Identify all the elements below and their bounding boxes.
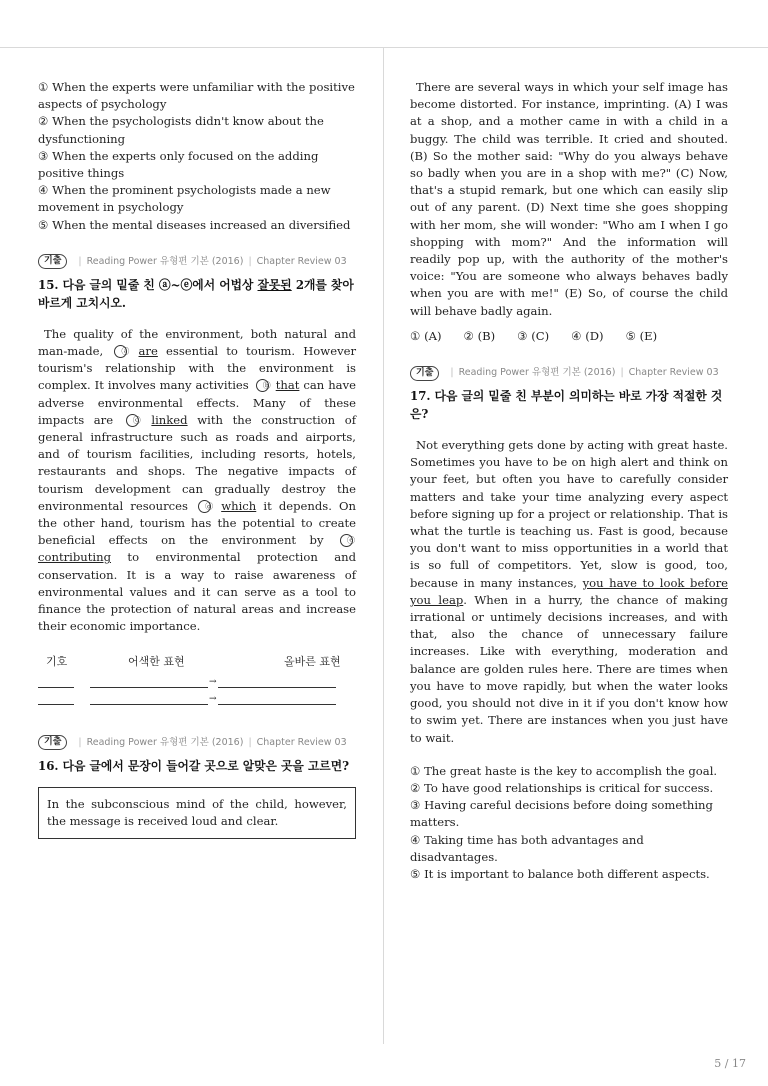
option-4: ④ When the prominent psychologists made a new movement in psychology bbox=[38, 183, 331, 215]
q15-title: 15. 다음 글의 밑줄 친 ⓐ~ⓔ에서 어법상 잘못된 2개를 찾아 바르게 고치시오. bbox=[38, 277, 354, 310]
q16-source: 기출 | Reading Power 유형편 기본 (2016) | Chapter Review 03 bbox=[38, 735, 356, 751]
page-number: 5 / 17 bbox=[714, 1057, 746, 1070]
prev-question-options bbox=[38, 79, 356, 234]
option-3: ③ When the experts only focused on the adding positive things bbox=[38, 148, 319, 181]
source-label: Reading Power 유형편 기본 (2016) bbox=[458, 367, 616, 379]
past-exam-badge: 기출 bbox=[38, 735, 67, 750]
q15-block bbox=[38, 254, 356, 705]
q16-choices bbox=[410, 328, 728, 345]
source-label: Reading Power 유형편 기본 (2016) bbox=[86, 256, 244, 268]
chapter-label: Chapter Review 03 bbox=[256, 737, 347, 749]
header-rule bbox=[0, 47, 768, 48]
col-symbol: 기호 bbox=[46, 655, 68, 669]
underlined-phrase: you have to look before you leap bbox=[410, 575, 728, 607]
option-2[interactable]: ② To have good relationships is critical for success. bbox=[410, 780, 714, 795]
option-5[interactable]: ⑤ It is important to balance both different aspects. bbox=[410, 866, 710, 881]
col-wrong: 어색한 표현 bbox=[128, 655, 185, 669]
option-1[interactable]: ① The great haste is the key to accomplish the goal. bbox=[410, 763, 718, 778]
past-exam-badge: 기출 bbox=[410, 366, 439, 381]
column-divider bbox=[383, 48, 384, 1044]
option-2: ② When the psychologists didn't know about the dysfunctioning bbox=[38, 114, 324, 146]
chapter-label: Chapter Review 03 bbox=[628, 367, 719, 379]
choice-b[interactable]: ② (B) bbox=[463, 328, 496, 343]
q15-passage: The quality of the environment, both natural and man-made, ⓐ are essential to tourism. However tourism's relationship with the environment is complex. It involves many activities ⓑ that can have adverse environmental effects. Many of these impacts are ⓒ linked with the construction of general infrastructure such as roads and airports, and of tourism facilities, including resorts, hotels, restaurants and shops. The negative impacts of tourism development can gradually destroy the environmental resources ⓓ which it depends. On the other hand, tourism has the potential to create beneficial effects on the environment by ⓔ contributing to environmental protection and conservation. It is a way to raise awareness of environmental values and it can serve as a tool to finance the protection of natural areas and increase their economic importance. bbox=[38, 326, 357, 634]
q16-title: 16. 다음 글에서 문장이 들어갈 곳으로 알맞은 곳을 고르면? bbox=[38, 758, 350, 773]
option-5: ⑤ When the mental diseases increased an diversified bbox=[38, 217, 351, 232]
chapter-label: Chapter Review 03 bbox=[256, 256, 347, 268]
choice-d[interactable]: ④ (D) bbox=[571, 328, 604, 343]
col-right: 올바른 표현 bbox=[284, 655, 341, 669]
option-1: ① When the experts were unfamiliar with the positive aspects of psychology bbox=[38, 80, 355, 112]
left-column bbox=[38, 79, 356, 839]
source-label: Reading Power 유형편 기본 (2016) bbox=[86, 737, 244, 749]
q17-source: 기출 | Reading Power 유형편 기본 (2016) | Chapter Review 03 bbox=[410, 365, 728, 381]
q16-given-sentence-box: In the subconscious mind of the child, however, the message is received loud and clear. bbox=[38, 787, 356, 839]
q17-options bbox=[410, 763, 728, 883]
choice-e[interactable]: ⑤ (E) bbox=[625, 328, 658, 343]
choice-a[interactable]: ① (A) bbox=[410, 328, 442, 343]
q16-passage: There are several ways in which your self image has become distorted. For instance, imprinting. (A) I was at a shop, and a mother came in with a child in a buggy. The child was terrible. It cried and shouted. (B) So the mother said: "Why do you always behave so badly when you are in a shop with me?" (C) Now, that's a stupid remark, but one which can easily slip out of any parent. (D) Next time she goes shopping with her mom, she will wonder: "Who am I when I go shopping with mom?" And the information will readily pop up, with the authority of the mother's voice: "You are someone who always behaves badly when you are with me!" (E) So, of course the child will behave badly again. bbox=[410, 80, 728, 318]
q17-title: 17. 다음 글의 밑줄 친 부분이 의미하는 바로 가장 적절한 것은? bbox=[410, 389, 723, 422]
q15-source: 기출 | Reading Power 유형편 기본 (2016) | Chapter Review 03 bbox=[38, 254, 356, 270]
option-4[interactable]: ④ Taking time has both advantages and disadvantages. bbox=[410, 832, 644, 864]
answer-table-header bbox=[38, 653, 356, 670]
answer-row-2[interactable]: → bbox=[38, 688, 356, 705]
q17-block bbox=[410, 365, 728, 883]
right-column bbox=[410, 79, 728, 883]
past-exam-badge: 기출 bbox=[38, 254, 67, 269]
q17-passage: Not everything gets done by acting with great haste. Sometimes you have to be on high alert and think on your feet, but often you have to carefully consider matters and take your time analyzing every aspect before signing up for a project or relationship. That is what the turtle is teaching us. Fast is good, because you don't want to miss opportunities in a world that is so full of competitors. Yet, slow is good, too, because in many instances, you have to look before you leap. When in a hurry, the chance of making irrational or untimely decisions increases, and with that, also the chance of unnecessary failure increases. Like with everything, moderation and balance are golden rules here. There are times when you have to move rapidly, but when the water looks good, you should not dive in it if you don't know how to swim yet. There are instances when you just have to wait. bbox=[410, 438, 728, 745]
answer-row-1[interactable]: → bbox=[38, 671, 356, 688]
choice-c[interactable]: ③ (C) bbox=[517, 328, 550, 343]
option-3[interactable]: ③ Having careful decisions before doing something matters. bbox=[410, 798, 713, 830]
q16-block bbox=[38, 735, 356, 839]
